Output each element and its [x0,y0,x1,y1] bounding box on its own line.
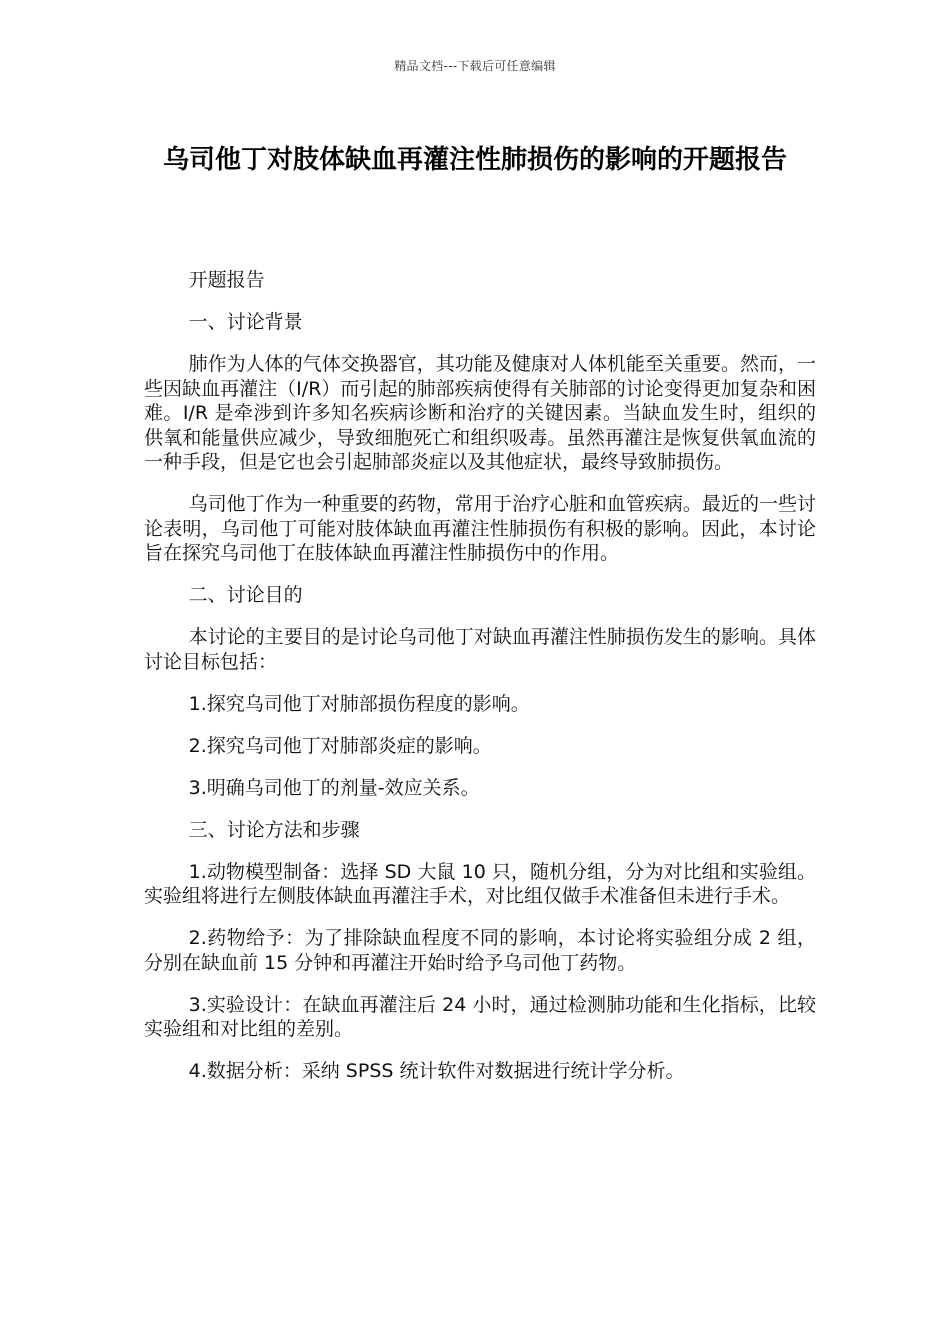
list-item-goal-2: 2.探究乌司他丁对肺部炎症的影响。 [188,734,492,757]
list-item-method-1: 1.动物模型制备：选择 SD 大鼠 10 只，随机分组，分为对比组和实验组。实验组将进行左侧肢体缺血再灌注手术，对比组仅做手术准备但未进行手术。 [144,860,816,907]
document-body [144,268,816,1101]
paragraph-background-1: 肺作为人体的气体交换器官，其功能及健康对人体机能至关重要。然而，一些因缺血再灌注（I/R）而引起的肺部疾病使得有关肺部的讨论变得更加复杂和困难。I/R 是牵涉到许多知名疾病诊断和治疗的关键因素。当缺血发生时，组织的供氧和能量供应减少，导致细胞死亡和组织吸毒。虽然再灌注是恢复供氧血流的一种手段，但是它也会引起肺部炎症以及其他症状，最终导致肺损伤。 [144,353,816,473]
section-heading-methods: 三、讨论方法和步骤 [188,818,360,841]
list-item-method-4: 4.数据分析：采纳 SPSS 统计软件对数据进行统计学分析。 [188,1060,685,1082]
page-header: 精品文档---下载后可任意编辑 [394,59,556,73]
paragraph-background-2: 乌司他丁作为一种重要的药物，常用于治疗心脏和血管疾病。最近的一些讨论表明，乌司他丁可能对肢体缺血再灌注性肺损伤有积极的影响。因此，本讨论旨在探究乌司他丁在肢体缺血再灌注性肺损伤中的作用。 [144,493,816,564]
list-item-goal-1: 1.探究乌司他丁对肺部损伤程度的影响。 [188,692,530,715]
section-heading-background: 一、讨论背景 [188,311,303,333]
list-item-method-3: 3.实验设计：在缺血再灌注后 24 小时，通过检测肺功能和生化指标，比较实验组和对比组的差别。 [144,993,816,1040]
document-title: 乌司他丁对肢体缺血再灌注性肺损伤的影响的开题报告 [162,145,787,175]
section-heading-purpose: 二、讨论目的 [188,584,303,606]
list-item-method-2: 2.药物给予：为了排除缺血程度不同的影响，本讨论将实验组分成 2 组，分别在缺血前 15 分钟和再灌注开始时给予乌司他丁药物。 [144,927,816,974]
paragraph-purpose: 本讨论的主要目的是讨论乌司他丁对缺血再灌注性肺损伤发生的影响。具体讨论目标包括： [144,626,816,673]
list-item-goal-3: 3.明确乌司他丁的剂量-效应关系。 [188,776,480,799]
section-label-proposal: 开题报告 [188,269,265,291]
